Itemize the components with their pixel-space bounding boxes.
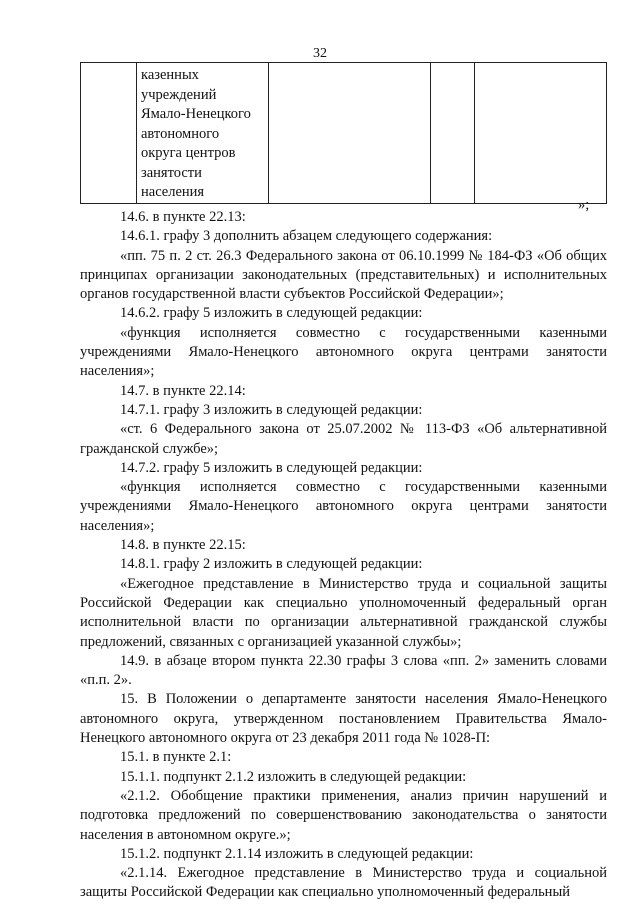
paragraph: 14.7. в пункте 22.14: bbox=[120, 382, 246, 399]
paragraph: 14.9. в абзаце втором пункта 22.30 графы 3 слова «пп. 2» заменить словами «п.п. 2». bbox=[80, 652, 607, 689]
paragraph: «функция исполняется совместно с государственными казенными учреждениями Ямало-Ненецкого автономного округа центрами занятости населения»; bbox=[80, 324, 607, 380]
paragraph: 15.1.1. подпункт 2.1.2 изложить в следующей редакции: bbox=[120, 768, 467, 785]
paragraph: 14.6.1. графу 3 дополнить абзацем следующего содержания: bbox=[120, 228, 493, 245]
table-cell-1 bbox=[81, 63, 137, 204]
paragraph: 15. В Положении о департаменте занятости населения Ямало-Ненецкого автономного округа, утвержденном постановлением Правительства Ямало-Ненецкого автономного округа от 23 декабря 2011 года № 1028-П: bbox=[80, 691, 607, 747]
paragraph: 14.8. в пункте 22.15: bbox=[120, 537, 246, 554]
paragraph: «Ежегодное представление в Министерство труда и социальной защиты Российской Федерации как специально уполномоченный федеральный орган исполнительной власти по организации альтернативной гражданской службы предложений, связанных с организацией указанной службы»; bbox=[80, 575, 607, 650]
table-closing-quote: »; bbox=[578, 197, 590, 213]
paragraph: 14.6. в пункте 22.13: bbox=[120, 209, 246, 225]
paragraph: «2.1.14. Ежегодное представление в Министерство труда и социальной защиты Российской Федерации как специально уполномоченный федеральный bbox=[80, 865, 607, 901]
table-cell-3 bbox=[269, 63, 431, 204]
paragraph: 15.1. в пункте 2.1: bbox=[120, 749, 232, 766]
continuation-table bbox=[80, 62, 607, 204]
table-cell-2 bbox=[137, 63, 269, 204]
table-row bbox=[81, 63, 607, 204]
paragraph: «2.1.2. Обобщение практики применения, анализ причин нарушений и подготовка предложений по совершенствованию законодательства о занятости населения в автономном округе.»; bbox=[80, 787, 607, 843]
paragraph: «функция исполняется совместно с государственными казенными учреждениями Ямало-Ненецкого автономного округа центрами занятости населения»; bbox=[80, 479, 607, 534]
paragraph: 14.6.2. графу 5 изложить в следующей редакции: bbox=[120, 305, 423, 322]
body-text bbox=[80, 208, 607, 903]
table-cell-4 bbox=[431, 63, 475, 204]
paragraph: «ст. 6 Федерального закона от 25.07.2002 № 113-ФЗ «Об альтернативной гражданской службе»; bbox=[80, 421, 607, 457]
page-number: 32 bbox=[313, 46, 327, 61]
paragraph: 15.1.2. подпункт 2.1.14 изложить в следующей редакции: bbox=[120, 845, 474, 862]
paragraph: 14.8.1. графу 2 изложить в следующей редакции: bbox=[120, 556, 423, 573]
table-cell-5 bbox=[475, 63, 607, 204]
paragraph: 14.7.2. графу 5 изложить в следующей редакции: bbox=[120, 459, 423, 476]
table-cell-text: казенных учреждений Ямало-Ненецкого автономного округа центров занятости населения bbox=[141, 67, 251, 200]
paragraph: 14.7.1. графу 3 изложить в следующей редакции: bbox=[120, 401, 423, 418]
paragraph: «пп. 75 п. 2 ст. 26.3 Федерального закона от 06.10.1999 № 184-ФЗ «Об общих принципах организации законодательных (представительных) и исполнительных органов государственной власти субъектов Российской Федерации»; bbox=[80, 247, 607, 303]
